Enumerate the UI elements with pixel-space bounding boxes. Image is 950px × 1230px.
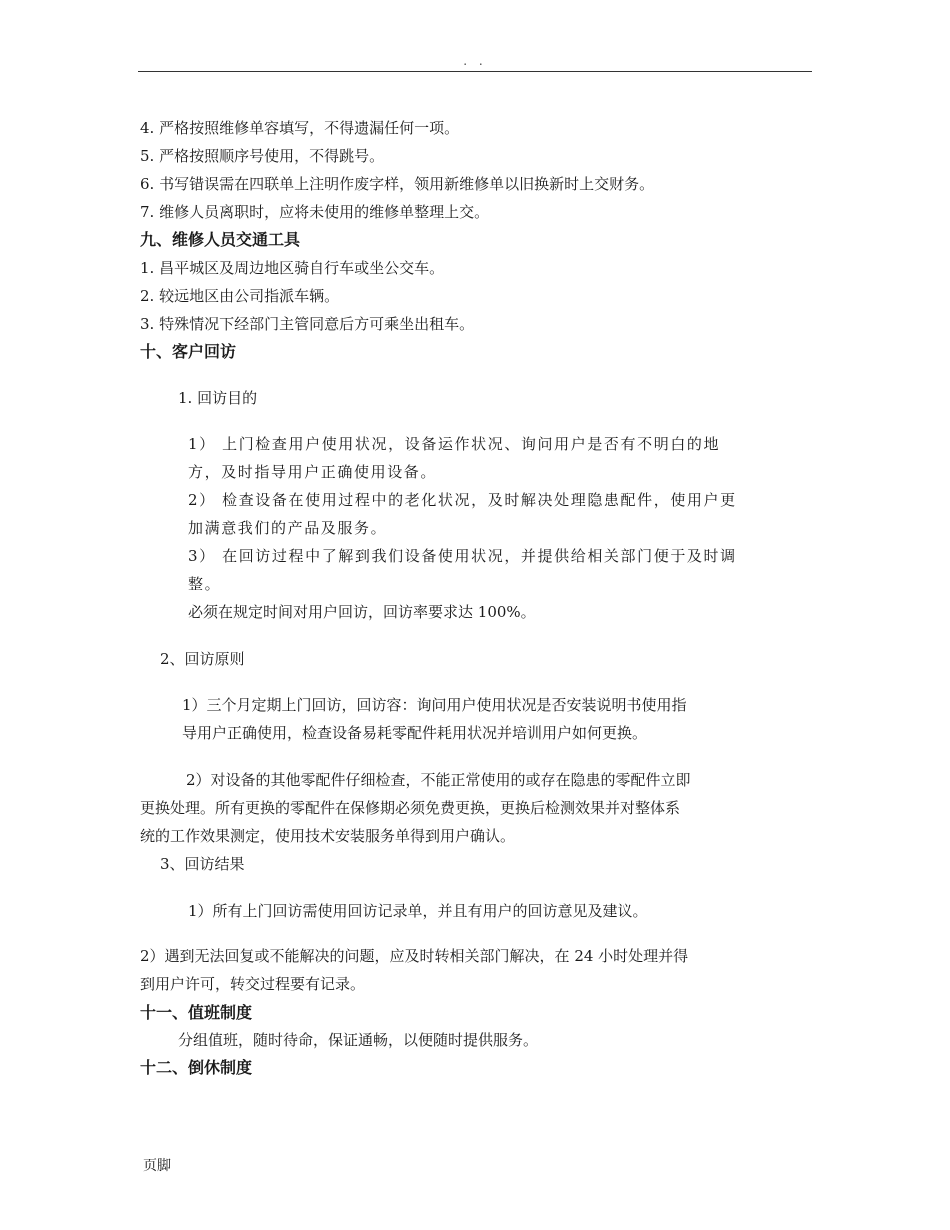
purpose-note: 必须在规定时间对用户回访，回访率要求达 100%。	[188, 603, 536, 621]
transport-item-2: 2. 较远地区由公司指派车辆。	[140, 287, 340, 305]
rule-item-6: 6. 书写错误需在四联单上注明作废字样，领用新维修单以旧换新时上交财务。	[140, 175, 655, 193]
section-heading-12: 十二、倒休制度	[140, 1058, 253, 1077]
purpose-item-2-cont: 加满意我们的产品及服务。	[188, 519, 388, 537]
rule-item-7: 7. 维修人员离职时，应将未使用的维修单整理上交。	[140, 203, 490, 221]
principle-item-1-cont: 导用户正确使用，检查设备易耗零配件耗用状况并培训用户如何更换。	[182, 724, 648, 742]
header-mark: . .	[463, 54, 487, 68]
section-heading-9: 九、维修人员交通工具	[140, 230, 301, 249]
purpose-item-1: 1） 上门检查用户使用状况，设备运作状况、询问用户是否有不明白的地	[188, 435, 721, 453]
purpose-item-1-cont: 方，及时指导用户正确使用设备。	[188, 463, 438, 481]
rule-item-4: 4. 严格按照维修单容填写，不得遗漏任何一项。	[140, 119, 460, 137]
purpose-item-3: 3） 在回访过程中了解到我们设备使用状况，并提供给相关部门便于及时调	[188, 547, 737, 565]
header-rule	[138, 71, 812, 72]
section-heading-10: 十、客户回访	[140, 342, 237, 361]
subheading-purpose: 1. 回访目的	[178, 389, 258, 407]
subheading-results: 3、回访结果	[160, 855, 245, 873]
duty-text: 分组值班，随时待命，保证通畅，以便随时提供服务。	[178, 1031, 539, 1049]
transport-item-1: 1. 昌平城区及周边地区骑自行车或坐公交车。	[140, 259, 445, 277]
result-item-1: 1）所有上门回访需使用回访记录单，并且有用户的回访意见及建议。	[188, 902, 648, 920]
transport-item-3: 3. 特殊情况下经部门主管同意后方可乘坐出租车。	[140, 315, 475, 333]
subheading-principles: 2、回访原则	[160, 650, 245, 668]
result-item-2: 2）遇到无法回复或不能解决的问题，应及时转相关部门解决，在 24 小时处理并得	[140, 947, 689, 965]
principle-item-1: 1）三个月定期上门回访，回访容：询问用户使用状况是否安装说明书使用指	[182, 696, 687, 714]
purpose-item-3-cont: 整。	[188, 575, 222, 593]
footer-label: 页脚	[143, 1158, 171, 1174]
principle-item-2-cont2: 统的工作效果测定，使用技术安装服务单得到用户确认。	[140, 827, 516, 845]
principle-item-2: 2）对设备的其他零配件仔细检查，不能正常使用的或存在隐患的零配件立即	[186, 771, 691, 789]
section-heading-11: 十一、值班制度	[140, 1003, 253, 1022]
result-item-2-cont: 到用户许可，转交过程要有记录。	[140, 975, 366, 993]
rule-item-5: 5. 严格按照顺序号使用，不得跳号。	[140, 147, 385, 165]
principle-item-2-cont: 更换处理。所有更换的零配件在保修期必须免费更换，更换后检测效果并对整体系	[140, 799, 681, 817]
purpose-item-2: 2） 检查设备在使用过程中的老化状况，及时解决处理隐患配件，使用户更	[188, 491, 737, 509]
